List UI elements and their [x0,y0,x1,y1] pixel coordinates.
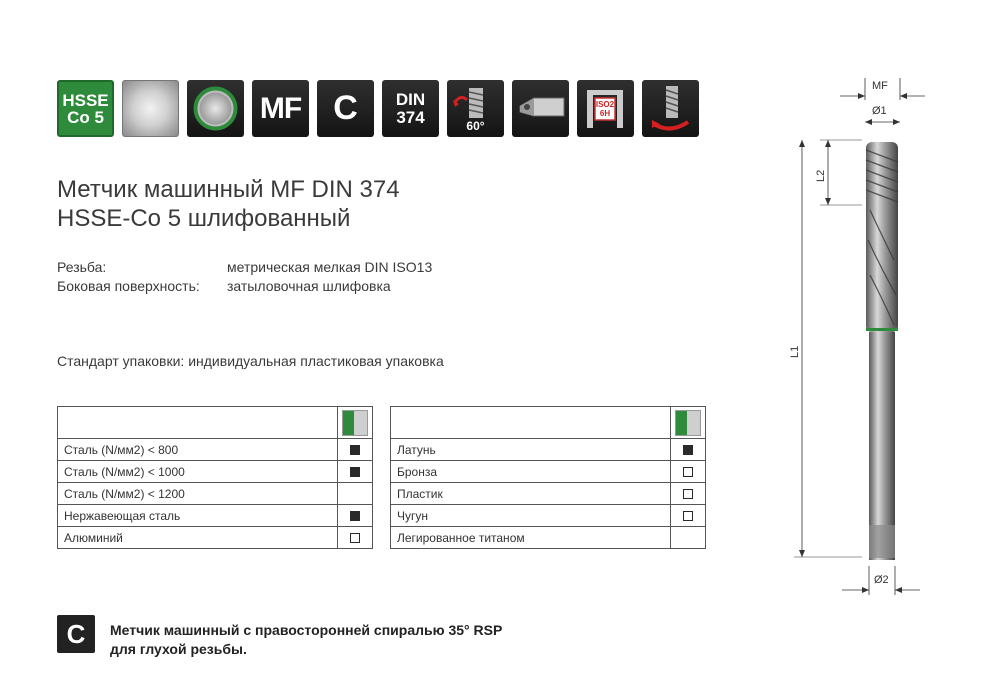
property-row [57,258,432,277]
co5-label: Co 5 [67,107,104,127]
material-name: Латунь [391,439,671,461]
table-row [58,439,373,461]
angle-label: 60° [466,119,485,133]
tolerance-gauge-icon [577,80,634,137]
coating-ring-icon [187,80,244,137]
suitability-mark [683,467,693,477]
feature-icons [57,80,699,137]
tap-description [110,621,502,659]
table-row [391,483,706,505]
c-form-badge: C [57,615,95,653]
table-row [391,527,706,549]
suitability-mark [683,511,693,521]
title-line-1: Метчик машинный MF DIN 374 [57,176,400,203]
table-header-row [391,407,706,439]
product-title [57,175,400,233]
tap-drawing [780,70,940,610]
mf-thread-icon [252,80,309,137]
table-row [58,461,373,483]
table-row [391,439,706,461]
d1-dimension-label: Ø1 [872,105,887,117]
suitability-mark [350,445,360,455]
materials-table-left [57,406,373,549]
hsse-label: HSSE [62,90,109,110]
right-hand-spiral-icon [642,80,699,137]
table-row [58,483,373,505]
mf-label: MF [259,91,302,125]
property-row [57,277,432,296]
property-value: затыловочная шлифовка [227,278,391,294]
suitability-mark [350,511,360,521]
suitability-mark [683,489,693,499]
properties-list [57,258,432,296]
table-row [58,505,373,527]
table-row [58,527,373,549]
table-header-row [58,407,373,439]
title-line-2: HSSE-Co 5 шлифованный [57,205,351,232]
material-name: Чугун [391,505,671,527]
iso-label: ISO2 [595,100,615,109]
l1-dimension-label: L1 [789,345,801,358]
suitability-mark [350,533,360,543]
material-name: Легированное титаном [391,527,671,549]
d2-dimension-label: Ø2 [874,574,889,586]
suitability-mark [350,467,360,477]
din-374-icon [382,80,439,137]
materials-table-right [390,406,706,549]
c-label: C [333,89,358,127]
din-number: 374 [396,107,425,127]
tool-material-icon [675,410,701,436]
material-name: Сталь (N/мм2) < 1000 [58,461,338,483]
property-key: Боковая поверхность: [57,278,200,294]
ground-surface-icon [122,80,179,137]
table-row [391,505,706,527]
property-key: Резьба: [57,259,107,275]
material-name: Сталь (N/мм2) < 800 [58,439,338,461]
square-shank-icon [512,80,569,137]
thread-angle-icon [447,80,504,137]
c-form-icon [317,80,374,137]
l2-dimension-label: L2 [815,169,827,182]
tool-material-icon [342,410,368,436]
property-value: метрическая мелкая DIN ISO13 [227,259,433,275]
material-name: Сталь (N/мм2) < 1200 [58,483,338,505]
description-line-1: Метчик машинный с правосторонней спиралью 35° RSP [110,622,503,638]
suitability-mark [683,445,693,455]
mf-dimension-label: MF [872,80,888,92]
iso-class: 6H [599,109,611,118]
hsse-co5-icon [57,80,114,137]
din-label: DIN [395,89,426,109]
table-row [391,461,706,483]
material-name: Пластик [391,483,671,505]
description-line-2: для глухой резьбы. [110,641,247,657]
material-name: Алюминий [58,527,338,549]
material-name: Нержавеющая сталь [58,505,338,527]
packaging-note: Стандарт упаковки: индивидуальная пластиковая упаковка [57,353,444,369]
material-name: Бронза [391,461,671,483]
